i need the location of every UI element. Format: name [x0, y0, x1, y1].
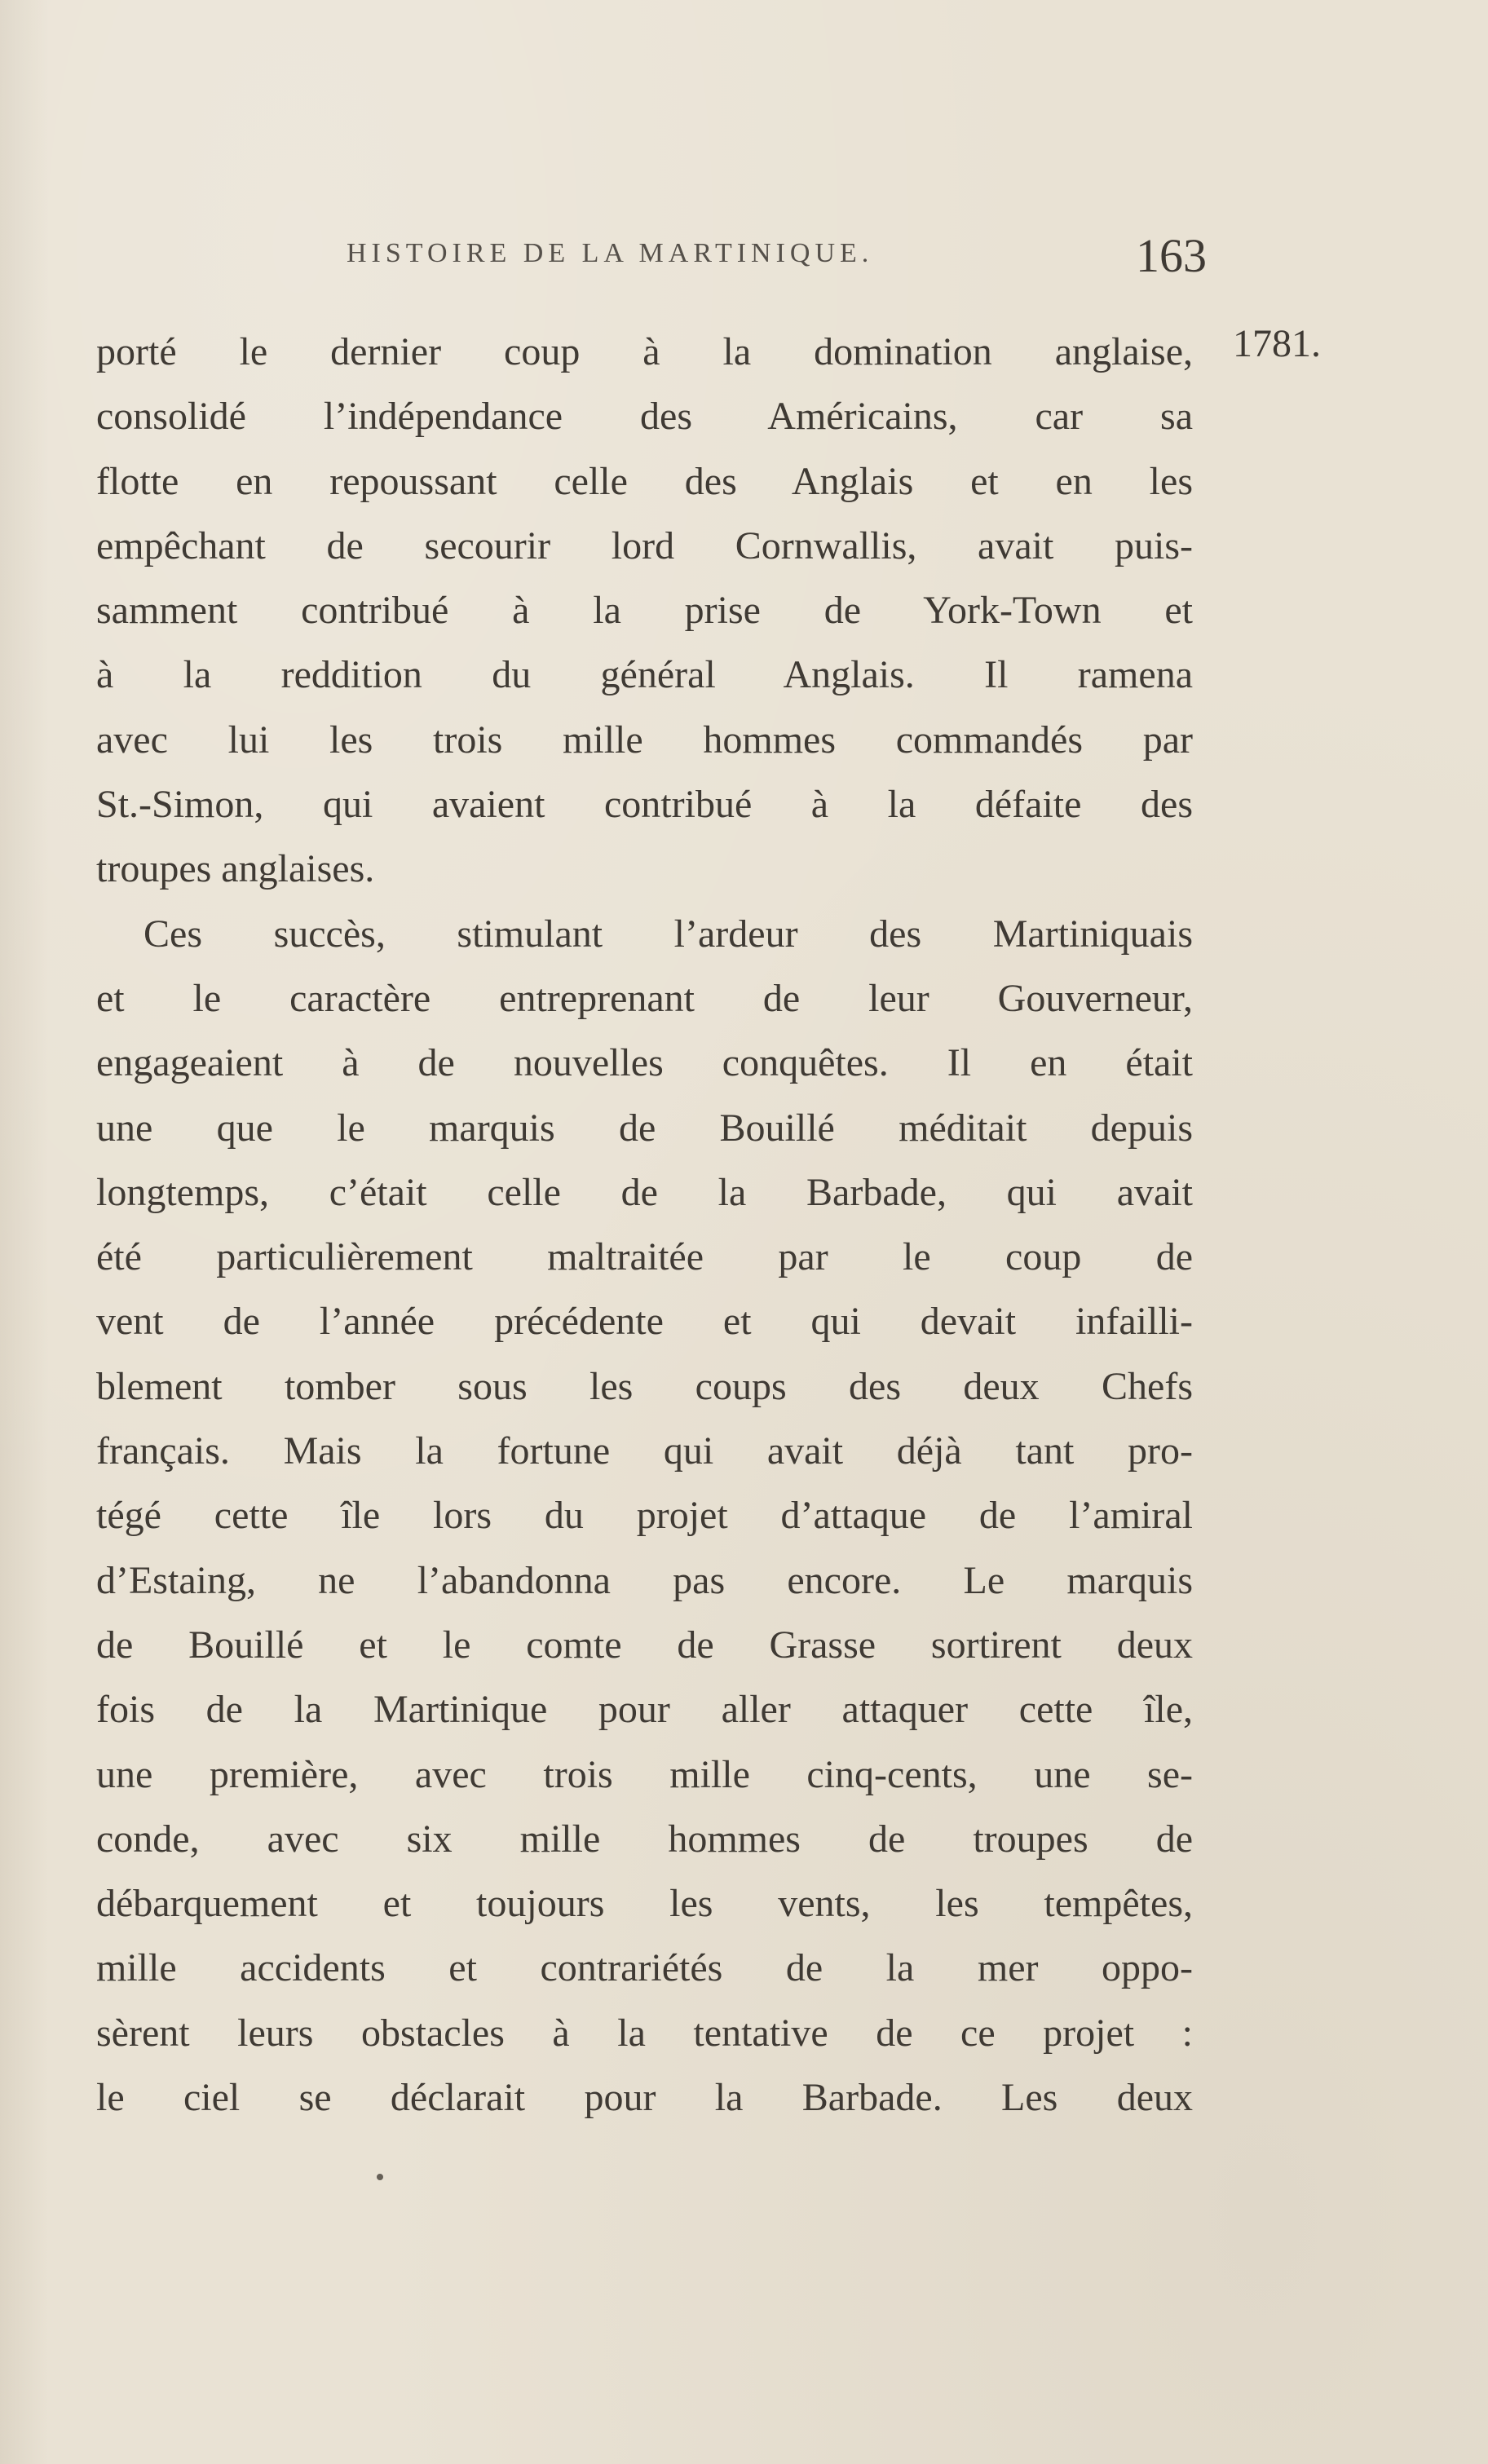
text-line: Ces succès, stimulant l’ardeur des Martiniquais	[144, 912, 1193, 956]
text-body	[96, 320, 1193, 2130]
text-line: empêchant de secourir lord Cornwallis, avait puis-	[96, 523, 1193, 567]
text-line: et le caractère entreprenant de leur Gouverneur,	[96, 976, 1193, 1020]
text-line: longtemps, c’était celle de la Barbade, qui avait	[96, 1170, 1193, 1214]
text-line: le ciel se déclarait pour la Barbade. Les deux	[96, 2076, 1193, 2120]
text-line: d’Estaing, ne l’abandonna pas encore. Le marquis	[96, 1558, 1193, 1602]
running-title: HISTOIRE DE LA MARTINIQUE.	[347, 238, 874, 268]
margin-year-note: 1781.	[1233, 322, 1321, 365]
text-line: flotte en repoussant celle des Anglais et en les	[96, 459, 1193, 503]
text-line: français. Mais la fortune qui avait déjà tant pro-	[96, 1429, 1193, 1473]
text-line: à la reddition du général Anglais. Il ramena	[96, 653, 1193, 697]
text-line: une que le marquis de Bouillé méditait depuis	[96, 1106, 1193, 1150]
text-line: une première, avec trois mille cinq-cents, une se-	[96, 1752, 1193, 1796]
ink-speck	[377, 2174, 383, 2180]
text-line: conde, avec six mille hommes de troupes de	[96, 1817, 1193, 1861]
text-line: été particulièrement maltraitée par le coup de	[96, 1235, 1193, 1279]
text-line: St.-Simon, qui avaient contribué à la défaite des	[96, 783, 1193, 827]
text-line: porté le dernier coup à la domination anglaise,	[96, 330, 1193, 373]
page-header	[347, 228, 1207, 294]
text-line: troupes anglaises.	[96, 847, 375, 891]
text-line: blement tomber sous les coups des deux Chefs	[96, 1364, 1193, 1408]
text-line: consolidé l’indépendance des Américains, car sa	[96, 395, 1193, 439]
text-line: de Bouillé et le comte de Grasse sortirent deux	[96, 1623, 1193, 1667]
text-line: mille accidents et contrariétés de la mer oppo-	[96, 1946, 1193, 1990]
text-line: tégé cette île lors du projet d’attaque de l’amiral	[96, 1494, 1193, 1538]
text-line: fois de la Martinique pour aller attaquer cette île,	[96, 1688, 1193, 1732]
text-line: engageaient à de nouvelles conquêtes. Il en était	[96, 1041, 1193, 1085]
text-line: sèrent leurs obstacles à la tentative de ce projet :	[96, 2011, 1193, 2055]
text-line: avec lui les trois mille hommes commandés par	[96, 718, 1193, 762]
text-line: vent de l’année précédente et qui devait infailli-	[96, 1300, 1193, 1344]
page-number: 163	[1136, 229, 1207, 282]
text-line: samment contribué à la prise de York-Town et	[96, 589, 1193, 633]
text-line: débarquement et toujours les vents, les tempêtes,	[96, 1882, 1193, 1926]
